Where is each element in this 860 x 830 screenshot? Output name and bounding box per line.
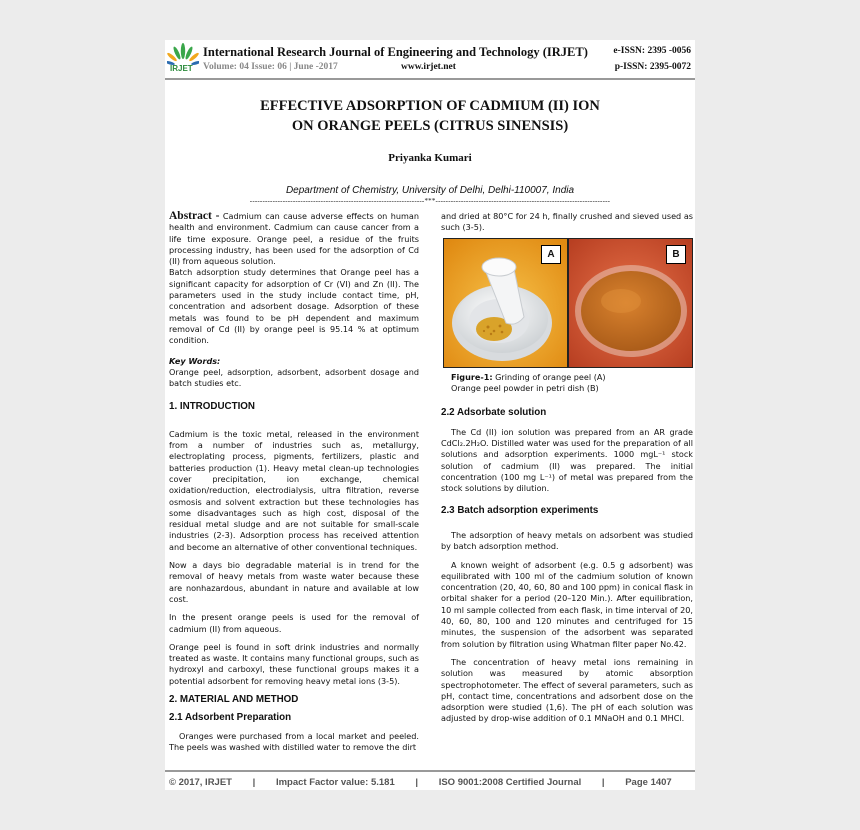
footer-divider: | xyxy=(415,777,419,788)
right-column xyxy=(441,211,693,732)
adsorbate-paragraph: The Cd (II) ion solution was prepared from an AR grade CdCl₂.2H₂O. Distilled water was used for the preparation of all solutions and adsorption experiments. 1000 mgL⁻¹ stock solution of cadmium (II) was prepared. The initial concentration (100 mg L⁻¹) of metal was prepared from the stock solutions by dilution. xyxy=(441,426,693,494)
keywords-text: Orange peel, adsorption, adsorbent, adsorbent dosage and batch studies etc. xyxy=(169,366,419,389)
mortar-pestle-image xyxy=(443,238,568,368)
batch-paragraph: A known weight of adsorbent (e.g. 0.5 g adsorbent) was equilibrated with 100 ml of the cadmium solution of known concentration (20, 40, 60, 80 and 100 ppm) in conical flask in orbital shaker for a period (20–120 Min.). After equilibration, 10 ml sample collected from each flask, in time interval of 20, 40, 60, 80, 100 and 120 minutes and centrifuged for 15 minutes, the suspension of the adsorbent was separated from solution by filtration using Whatman filter paper No.42. xyxy=(441,559,693,649)
footer-copyright: © 2017, IRJET xyxy=(169,777,232,788)
batch-paragraph: The concentration of heavy metal ions remaining in solution was measured by atomic absorption spectrophotometer. The effect of several parameters, such as pH, contact time, concentrations and adsorbent dose on the adsorption were studied (1,6). The pH of each solution was adjusted by drop-wise addition of 0.1 MNaOH and 0.1 MHCl. xyxy=(441,656,693,724)
intro-paragraph: Orange peel is found in soft drink industries and normally treated as waste. It contains many functional groups, such as hydroxyl and carboxyl, these functional groups makes it a potential adsorbent for removing heavy metal ions (3-5). xyxy=(169,641,419,686)
section-heading-adsorbent-preparation: 2.1 Adsorbent Preparation xyxy=(169,712,292,724)
figure-label-a: A xyxy=(541,245,561,264)
abstract-paragraph xyxy=(169,211,419,267)
page-footer xyxy=(169,777,695,788)
section-heading-material-method: 2. MATERIAL AND METHOD xyxy=(169,693,299,705)
footer-page-number: Page 1407 xyxy=(625,777,672,788)
p-issn: p-ISSN: 2395-0072 xyxy=(614,62,691,72)
figure-caption-text: Grinding of orange peel (A) xyxy=(492,371,606,382)
footer-divider: | xyxy=(252,777,256,788)
volume-issue: Volume: 04 Issue: 06 | June -2017 xyxy=(203,62,338,72)
preparation-paragraph: Oranges were purchased from a local market and peeled. The peels was washed with distilled water to remove the dirt xyxy=(169,730,419,752)
section-separator: ---------------------------------------------------------------------***--------------------------------------------------------------------- xyxy=(249,198,611,205)
figure-1 xyxy=(441,238,693,403)
section-heading-introduction: 1. INTRODUCTION xyxy=(169,401,255,413)
batch-paragraph: The adsorption of heavy metals on adsorbent was studied by batch adsorption method. xyxy=(441,529,693,552)
footer-divider: | xyxy=(601,777,605,788)
paper-title-line: ON ORANGE PEELS (CITRUS SINENSIS) xyxy=(291,118,569,134)
left-column xyxy=(169,211,419,760)
paper-author: Priyanka Kumari xyxy=(388,152,472,164)
paper-title-line: EFFECTIVE ADSORPTION OF CADMIUM (II) ION xyxy=(260,98,600,114)
intro-paragraph: Cadmium is the toxic metal, released in the environment from a number of industries such as, metallurgy, electroplating process, pigments, fertilizers, plastic and batteries production (1). Heavy metal clean-up technologies cover precipitation, ion exchange, chemical oxidation/reduction, electrodialysis, ultra filtration, reverse osmosis and solvent extraction but these technologies has some disadvantages such as high cost, disposal of the residual metal sludge and are not suitable for small-scale industries (2-3). Adsorption process has received attention and become an alternative of other conventional techniques. xyxy=(169,428,419,552)
section-heading-batch: 2.3 Batch adsorption experiments xyxy=(441,504,599,516)
abstract-paragraph: Batch adsorption study determines that Orange peel has a significant capacity for adsorption of Cr (VI) and Zn (II). The parameters used in the study include contact time, pH, concentration and adsorbent dosage. Adsorption of these metals was found to be pH dependent and maximum removal of Cd (II) by orange peel is 95.14 % at optimum condition. xyxy=(169,267,419,346)
keywords-heading: Key Words: xyxy=(169,355,221,366)
journal-title: International Research Journal of Engineering and Technology (IRJET) xyxy=(203,45,588,59)
abstract-text: Cadmium can cause adverse effects on human health and environment. Cadmium can cause cancer from a life time exposure. Orange peel, a residue of the fruits processing industry, has been used for the adsorption of Cd (II) from aqueous solution. xyxy=(169,211,419,267)
footer-impact-factor: Impact Factor value: 5.181 xyxy=(275,777,395,788)
footer-iso: ISO 9001:2008 Certified Journal xyxy=(438,777,582,788)
figure-label-b: B xyxy=(666,245,686,264)
journal-website-link[interactable]: www.irjet.net xyxy=(401,62,456,72)
paper-page xyxy=(165,40,695,790)
e-issn: e-ISSN: 2395 -0056 xyxy=(613,46,691,56)
figure-caption-text: Orange peel powder in petri dish (B) xyxy=(451,383,599,394)
preparation-continued: and dried at 80°C for 24 h, finally crushed and sieved used as such (3-5). xyxy=(441,211,693,233)
header-rule xyxy=(165,78,695,80)
petri-dish-powder-image xyxy=(568,238,693,368)
intro-paragraph: Now a days bio degradable material is in trend for the removal of heavy metals from waste water because these are nonhazardous, abundant in nature and available at low cost. xyxy=(169,560,419,604)
journal-header xyxy=(165,40,695,82)
intro-paragraph: In the present orange peels is used for the removal of cadmium (II) from aqueous. xyxy=(169,612,419,634)
figure-caption-label: Figure-1: xyxy=(451,371,493,382)
abstract-heading: Abstract - xyxy=(169,210,220,222)
logo-wordmark: IRJET xyxy=(170,64,193,73)
author-affiliation: Department of Chemistry, University of Delhi, Delhi-110007, India xyxy=(285,185,575,196)
section-heading-adsorbate: 2.2 Adsorbate solution xyxy=(441,406,547,418)
paper-title xyxy=(165,96,695,136)
footer-rule xyxy=(165,770,695,772)
figure-caption xyxy=(451,372,691,395)
